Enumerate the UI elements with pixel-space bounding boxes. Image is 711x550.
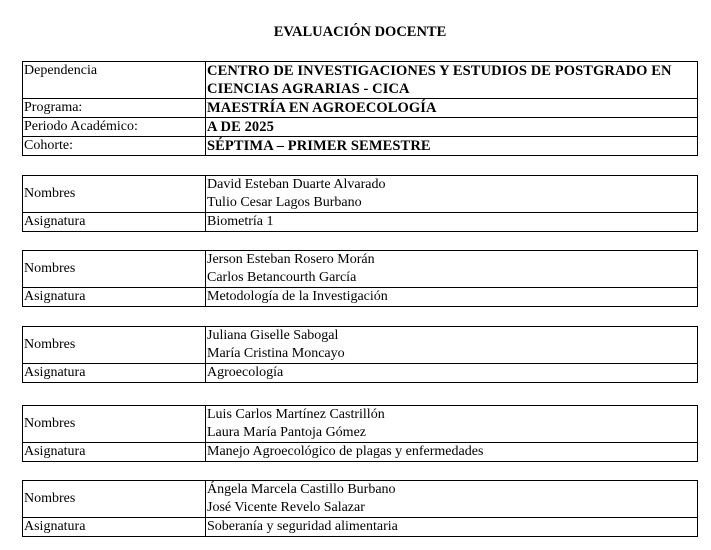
subject-label: Asignatura [23, 518, 206, 537]
names-label: Nombres [23, 176, 206, 213]
teacher-name: Luis Carlos Martínez Castrillón [207, 407, 385, 422]
subject-label: Asignatura [23, 213, 206, 232]
subject-label: Asignatura [23, 288, 206, 307]
subject-value: Biometría 1 [206, 213, 698, 232]
subject-row [23, 288, 698, 307]
cohorte-row [23, 137, 698, 156]
teacher-names [206, 406, 698, 443]
teacher-name: David Esteban Duarte Alvarado [207, 177, 386, 192]
subject-label: Asignatura [23, 443, 206, 462]
subject-value: Soberanía y seguridad alimentaria [206, 518, 698, 537]
teacher-names [206, 251, 698, 288]
teacher-name: Laura María Pantoja Gómez [207, 425, 366, 440]
subject-value: Metodología de la Investigación [206, 288, 698, 307]
subject-row [23, 213, 698, 232]
teacher-name: Jerson Esteban Rosero Morán [207, 252, 375, 267]
periodo-value: A DE 2025 [206, 118, 698, 137]
programa-row [23, 99, 698, 118]
dependencia-row [23, 62, 698, 99]
names-row [23, 176, 698, 213]
names-label: Nombres [23, 481, 206, 518]
teacher-names [206, 176, 698, 213]
dependencia-label: Dependencia [23, 62, 206, 99]
subject-row [23, 364, 698, 383]
course-table [22, 405, 698, 462]
names-row [23, 251, 698, 288]
names-row [23, 406, 698, 443]
course-table [22, 326, 698, 383]
teacher-name: Carlos Betancourth García [207, 270, 357, 285]
teacher-names [206, 327, 698, 364]
subject-label: Asignatura [23, 364, 206, 383]
course-table [22, 250, 698, 307]
teacher-name: Juliana Giselle Sabogal [207, 328, 339, 343]
subject-value: Manejo Agroecológico de plagas y enfermedades [206, 443, 698, 462]
subject-row [23, 518, 698, 537]
teacher-name: Tulio Cesar Lagos Burbano [207, 195, 362, 210]
teacher-name: Ángela Marcela Castillo Burbano [207, 482, 396, 497]
names-label: Nombres [23, 251, 206, 288]
program-info-table [22, 61, 698, 156]
page-title: EVALUACIÓN DOCENTE [273, 24, 447, 40]
periodo-label: Periodo Académico: [23, 118, 206, 137]
periodo-row [23, 118, 698, 137]
course-table [22, 175, 698, 232]
cohorte-value: SÉPTIMA – PRIMER SEMESTRE [206, 137, 698, 156]
teacher-names [206, 481, 698, 518]
teacher-name: María Cristina Moncayo [207, 346, 345, 361]
names-row [23, 481, 698, 518]
cohorte-label: Cohorte: [23, 137, 206, 156]
names-label: Nombres [23, 406, 206, 443]
subject-value: Agroecología [206, 364, 698, 383]
names-label: Nombres [23, 327, 206, 364]
subject-row [23, 443, 698, 462]
dependencia-value: CENTRO DE INVESTIGACIONES Y ESTUDIOS DE POSTGRADO EN CIENCIAS AGRARIAS - CICA [206, 62, 698, 99]
teacher-name: José Vicente Revelo Salazar [207, 500, 365, 515]
programa-value: MAESTRÍA EN AGROECOLOGÍA [206, 99, 698, 118]
course-table [22, 480, 698, 537]
programa-label: Programa: [23, 99, 206, 118]
names-row [23, 327, 698, 364]
